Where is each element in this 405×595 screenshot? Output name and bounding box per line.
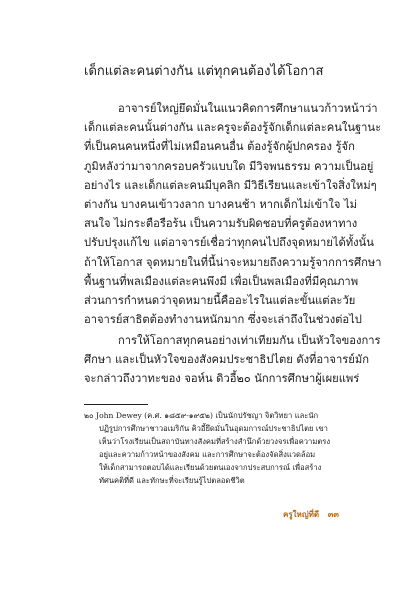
footnote-divider — [84, 404, 148, 405]
footnote-line: ให้เด็กสามารถตอบได้และเรียนด้วยตนเองจากประสบการณ์ เพื่อสร้าง — [99, 463, 322, 472]
page-footer — [283, 508, 339, 521]
footnote-line: อยู่และความก้าวหน้าของสังคม และการศึกษาจะต้องจัดสิ่งแวดล้อม — [99, 450, 316, 459]
footnote — [84, 409, 330, 487]
paragraph-line: จะกล่าวถึงวาทะของ จอห์น ดิวอี้๒๐ นักการศึกษาผู้เผยแพร่ — [84, 372, 360, 386]
footnote-line: ทัศนคติที่ดี และทักษะที่จะเรียนรู้ไปตลอดชีวิต — [99, 476, 245, 485]
paragraph-line: ภูมิหลังว่ามาจากครอบครัวแบบใด มีวิจพนธรรม ความเป็นอยู่ — [84, 159, 374, 173]
footnote-line: ปฏิรูปการศึกษาชาวอเมริกัน คิวอี้ยึดมั่นในอุดมการณ์ประชาธิปไตย เขา — [99, 424, 328, 433]
paragraph-line: อย่างไร และเด็กแต่ละคนมีบุคลิก มีวิธีเรียนและเข้าใจสิ่งใหม่ๆ — [84, 178, 377, 192]
paragraph-line: ศึกษา และเป็นหัวใจของสังคมประชาธิปไตย ดังที่อาจารย์มัก — [84, 353, 369, 367]
paragraph-line: การให้โอกาสทุกคนอย่างเท่าเทียมกัน เป็นหัวใจของการ — [118, 334, 381, 347]
paragraph-line: ที่เป็นคนคนหนึ่งที่ไม่เหมือนคนอื่น ต้องรู้จักผู้ปกครอง รู้จัก — [84, 140, 355, 154]
section-heading: เด็กแต่ละคนต่างกัน แต่ทุกคนต้องได้โอกาส — [84, 64, 324, 79]
paragraph-line: เด็กแต่ละคนนั้นต่างกัน และครูจะต้องรู้จักเด็กแต่ละคนในฐานะ — [84, 121, 382, 135]
paragraph-1 — [84, 99, 382, 329]
paragraph-line: อาจารย์ใหญ่ยึดมั่นในแนวคิดการศึกษาแนวก้าวหน้าว่า — [118, 102, 378, 115]
book-title: ครูใหญ่ที่ดี — [283, 510, 320, 519]
footnote-line: ๒๐ John Dewey (ค.ศ. ๑๘๕๙-๑๙๕๒) เป็นนักปรัชญา จิตวิทยา และนัก — [84, 411, 319, 420]
page-number: ๓๓ — [327, 510, 339, 519]
paragraph-line: สนใจ ไม่กระตือรือร้น เป็นความรับผิดชอบที่ครูต้องหาทาง — [84, 217, 358, 231]
paragraph-line: อาจารย์สาธิตต้องทำงานหนักมาก ซึ่งจะเล่าถึงในช่วงต่อไป — [84, 313, 362, 327]
paragraph-line: พื้นฐานที่พลเมืองแต่ละคนพึงมี เพื่อเป็นพลเมืองที่มีคุณภาพ — [84, 274, 359, 288]
paragraph-line: ต่างกัน บางคนเข้าวงลาก บางคนช้า หากเด็กไม่เข้าใจ ไม่ — [84, 198, 357, 212]
paragraph-2 — [84, 331, 381, 389]
paragraph-line: ถ้าให้โอกาส จุดหมายในที่นี้น่าจะหมายถึงความรู้จากการศึกษา — [84, 255, 382, 269]
paragraph-line: ปรับปรุงแก้ไข แต่อาจารย์เชื่อว่าทุกคนไปถึงจุดหมายได้ทั้งนั้น — [84, 236, 374, 250]
paragraph-line: ส่วนการกำหนดว่าจุดหมายนี้คืออะไรในแต่ละขั้นแต่ละวัย — [84, 294, 356, 308]
footnote-line: เห็นว่าโรงเรียนเป็นสถาบันทางสังคมที่สร้างสำนึกด้วยวงจรเพื่อความตรง — [99, 437, 331, 446]
